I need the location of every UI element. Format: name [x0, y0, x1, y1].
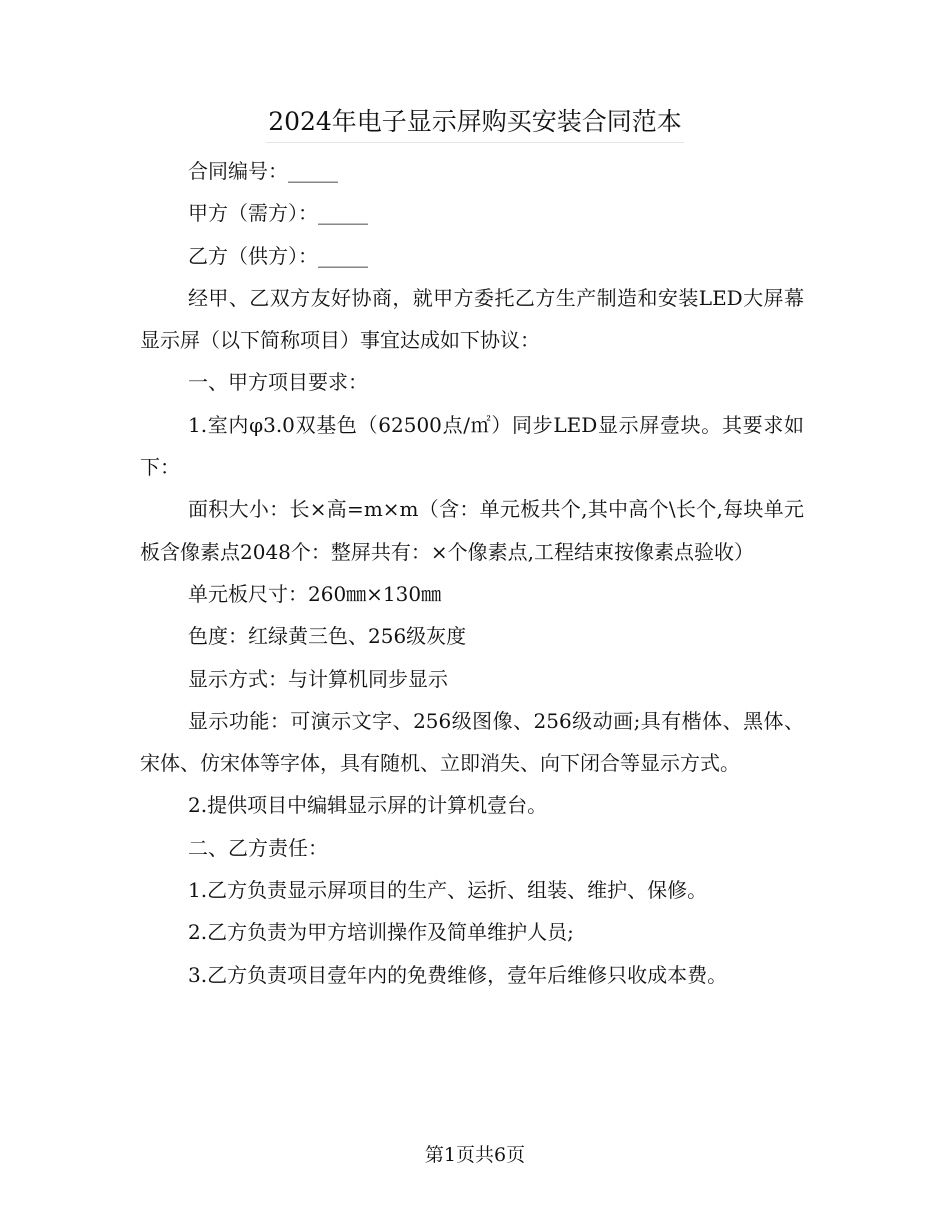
responsibility-item-3: 3.乙方负责项目壹年内的免费维修，壹年后维修只收成本费。	[188, 962, 728, 987]
contract-number-line: 合同编号：_____	[188, 159, 338, 183]
party-a-line: 甲方（需方）：_____	[188, 201, 368, 226]
responsibility-item-2: 2.乙方负责为甲方培训操作及简单维护人员;	[188, 920, 574, 945]
requirement-item-2: 2.提供项目中编辑显示屏的计算机壹台。	[188, 793, 548, 818]
document-body	[140, 150, 804, 996]
spec-area-size: 面积大小：长×高=m×m（含：单元板共个,其中高个\长个,每块单元板含像素点2048个：整屏共有：×个像素点,工程结束按像素点验收）	[140, 497, 804, 564]
spec-display-mode: 显示方式：与计算机同步显示	[188, 666, 448, 691]
spec-display-function: 显示功能：可演示文字、256级图像、256级动画;具有楷体、黑体、宋体、仿宋体等字体，具有随机、立即消失、向下闭合等显示方式。	[140, 708, 804, 776]
party-b-line: 乙方（供方）：_____	[188, 243, 368, 268]
responsibility-item-1: 1.乙方负责显示屏项目的生产、运折、组装、维护、保修。	[188, 878, 708, 903]
spec-chroma: 色度：红绿黄三色、256级灰度	[188, 624, 467, 649]
section-heading-1: 一、甲方项目要求：	[188, 370, 368, 395]
title-container	[0, 102, 950, 143]
document-title: 2024年电子显示屏购买安装合同范本	[266, 102, 684, 143]
section-heading-2: 二、乙方责任：	[188, 835, 328, 860]
page-footer: 第1页共6页	[424, 1144, 526, 1166]
requirement-item-1: 1.室内φ3.0双基色（62500点/㎡）同步LED显示屏壹块。其要求如下：	[140, 412, 804, 480]
intro-paragraph: 经甲、乙双方友好协商，就甲方委托乙方生产制造和安装LED大屏幕显示屏（以下简称项目）事宜达成如下协议：	[140, 285, 804, 353]
spec-unit-board-size: 单元板尺寸：260㎜×130㎜	[188, 581, 442, 606]
